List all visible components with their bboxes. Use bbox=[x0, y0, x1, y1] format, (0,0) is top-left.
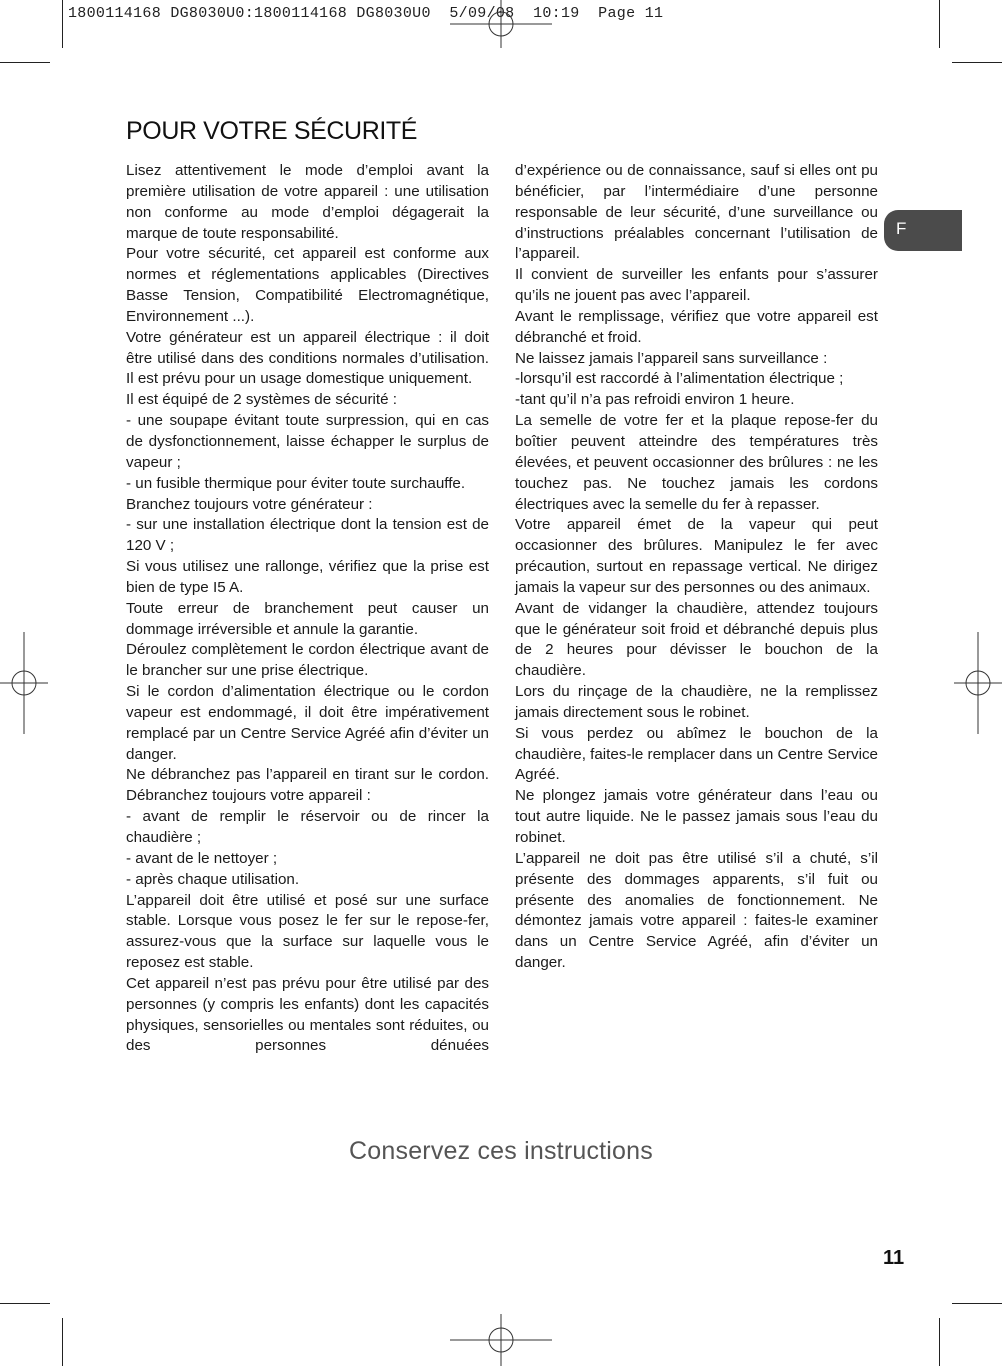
footer-note: Conservez ces instructions bbox=[349, 1137, 653, 1165]
paragraph: Ne débranchez pas l’appareil en tirant sur le cordon. Débranchez toujours votre appareil : bbox=[126, 766, 489, 805]
paragraph: Cet appareil n’est pas prévu pour être utilisé par des personnes (y compris les enfants) dont les capacités physiques, sensorielles ou mentales sont réduites, ou des personnes dénuées bbox=[126, 974, 489, 1055]
registration-mark-icon bbox=[952, 632, 1002, 734]
paragraph: Ne laissez jamais l’appareil sans surveillance : bbox=[515, 349, 828, 367]
paragraph: - avant de remplir le réservoir ou de rincer la chaudière ; bbox=[126, 808, 489, 846]
page-title: POUR VOTRE SÉCURITÉ bbox=[126, 117, 418, 145]
paragraph: Avant de vidanger la chaudière, attendez toujours que le générateur soit froid et débranché depuis plus de 2 heures pour dévisser le bouchon de la chaudière. bbox=[515, 599, 878, 680]
paragraph: Votre générateur est un appareil électrique : il doit être utilisé dans des conditions normales d’utilisation. Il est prévu pour un usage domestique uniquement. bbox=[126, 328, 489, 388]
crop-mark bbox=[952, 1303, 1002, 1304]
paragraph: Pour votre sécurité, cet appareil est conforme aux normes et réglementations applicables (Directives Basse Tension, Compatibilité Electromagnétique, Environnement ...). bbox=[126, 245, 489, 325]
language-tab-label: F bbox=[896, 219, 907, 238]
crop-mark bbox=[939, 0, 940, 48]
page-number: 11 bbox=[883, 1247, 905, 1269]
paragraph: La semelle de votre fer et la plaque repose-fer du boîtier peuvent atteindre des températures très élevées, et peuvent occasionner des brûlures : ne les touchez pas. Ne touchez jamais les cordons électriques avec la semelle du fer à repasser. bbox=[515, 412, 878, 513]
paragraph: Lors du rinçage de la chaudière, ne la remplissez jamais directement sous le robinet. bbox=[515, 683, 878, 721]
paragraph: - avant de le nettoyer ; bbox=[126, 849, 278, 867]
paragraph: Si vous perdez ou abîmez le bouchon de la chaudière, faites-le remplacer dans un Centre Service Agréé. bbox=[515, 724, 878, 784]
left-column bbox=[126, 161, 489, 1057]
registration-mark-icon bbox=[450, 1314, 552, 1366]
paragraph: Déroulez complètement le cordon électrique avant de le brancher sur une prise électrique. bbox=[126, 641, 489, 680]
paragraph: L’appareil doit être utilisé et posé sur une surface stable. Lorsque vous posez le fer sur le repose-fer, assurez-vous que la surface sur laquelle vous le reposez est stable. bbox=[126, 891, 489, 972]
paragraph: - une soupape évitant toute surpression, qui en cas de dysfonctionnement, laisse échapper le surplus de vapeur ; bbox=[126, 412, 489, 471]
paragraph: -tant qu’il n’a pas refroidi environ 1 heure. bbox=[515, 391, 795, 409]
crop-mark bbox=[952, 62, 1002, 63]
paragraph: Si le cordon d’alimentation électrique ou le cordon vapeur est endommagé, il doit être impérativement remplacé par un Centre Service Agréé afin d’éviter un danger. bbox=[126, 683, 489, 763]
paragraph: - après chaque utilisation. bbox=[126, 870, 300, 888]
registration-mark-icon bbox=[450, 0, 552, 50]
paragraph: d’expérience ou de connaissance, sauf si elles ont pu bénéficier, par l’intermédiaire d’une personne responsable de leur sécurité, d’une surveillance ou d’instructions préalables concernant l’utilisation de l’appareil. bbox=[515, 162, 878, 263]
crop-mark bbox=[939, 1318, 940, 1366]
paragraph: Branchez toujours votre générateur : bbox=[126, 495, 373, 513]
crop-mark bbox=[0, 1303, 50, 1304]
paragraph: - sur une installation électrique dont la tension est de 120 V ; bbox=[126, 516, 489, 555]
paragraph: Avant le remplissage, vérifiez que votre appareil est débranché et froid. bbox=[515, 307, 878, 346]
crop-mark bbox=[62, 1318, 63, 1366]
crop-mark bbox=[0, 62, 50, 63]
registration-mark-icon bbox=[0, 632, 50, 734]
paragraph: -lorsqu’il est raccordé à l’alimentation électrique ; bbox=[515, 370, 844, 388]
paragraph: Toute erreur de branchement peut causer un dommage irréversible et annule la garantie. bbox=[126, 599, 489, 638]
printer-slug: 1800114168 DG8030U0:1800114168 DG8030U0 5/09/08 10:19 Page 11 bbox=[68, 5, 664, 22]
paragraph: Si vous utilisez une rallonge, vérifiez que la prise est bien de type I5 A. bbox=[126, 558, 489, 596]
paragraph: Il convient de surveiller les enfants pour s’assurer qu’ils ne jouent pas avec l’appareil. bbox=[515, 266, 878, 305]
right-column bbox=[515, 161, 878, 974]
language-tab bbox=[884, 210, 962, 251]
paragraph: Il est équipé de 2 systèmes de sécurité : bbox=[126, 391, 397, 409]
paragraph: L’appareil ne doit pas être utilisé s’il a chuté, s’il présente des dommages apparents, s’il fuit ou présente des anomalies de fonctionnement. Ne démontez jamais votre appareil : faites-le examiner dans un Centre Service Agréé, afin d’éviter un danger. bbox=[515, 849, 878, 972]
paragraph: Votre appareil émet de la vapeur qui peut occasionner des brûlures. Manipulez le fer avec précaution, surtout en repassage vertical. Ne dirigez jamais la vapeur sur des personnes ou des animaux. bbox=[515, 516, 878, 596]
paragraph: Lisez attentivement le mode d’emploi avant la première utilisation de votre appareil : une utilisation non conforme au mode d’emploi dégagerait la marque de toute responsabilité. bbox=[126, 162, 489, 242]
paragraph: Ne plongez jamais votre générateur dans l’eau ou tout autre liquide. Ne le passez jamais sous l’eau du robinet. bbox=[515, 787, 878, 846]
crop-mark bbox=[62, 0, 63, 48]
paragraph: - un fusible thermique pour éviter toute surchauffe. bbox=[126, 474, 466, 492]
